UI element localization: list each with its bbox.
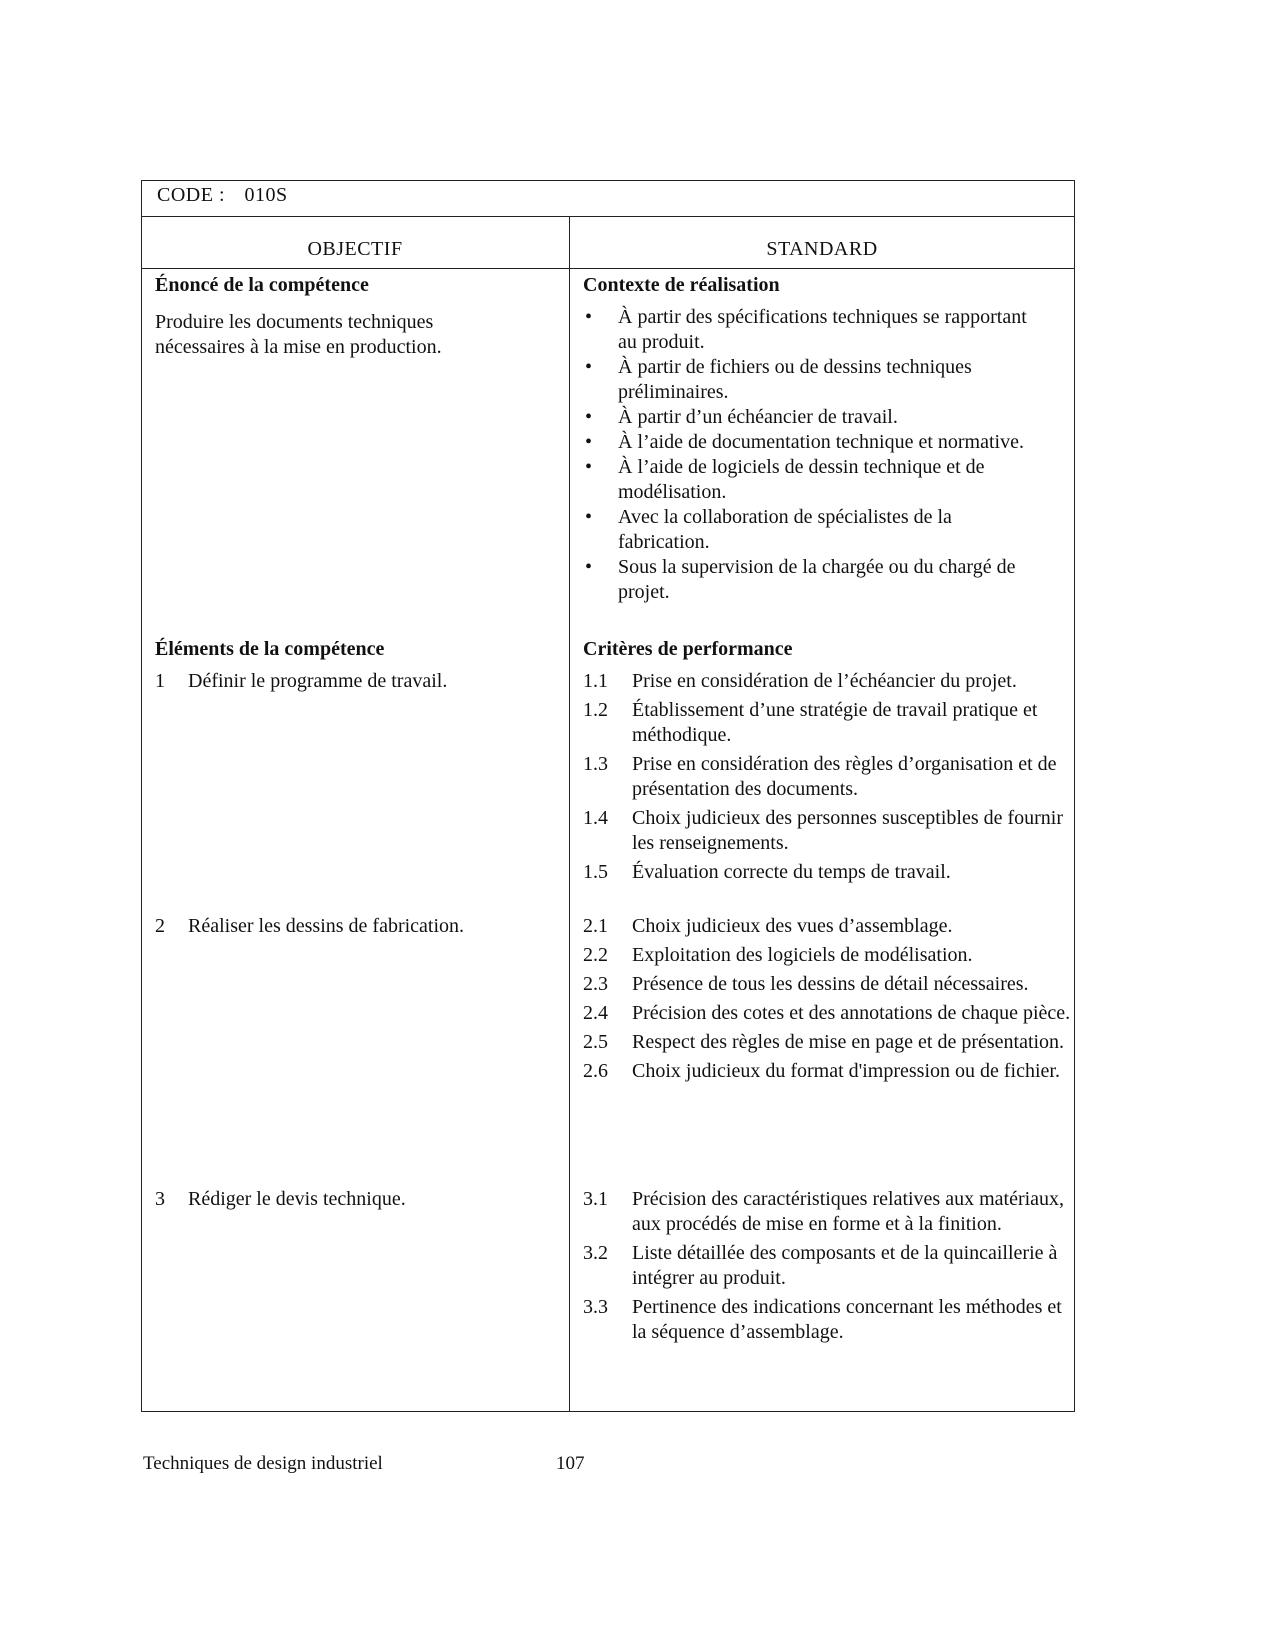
enonce-text xyxy=(155,310,442,360)
criterion-text: Prise en considération de l’échéancier du projet. xyxy=(632,670,1017,692)
column-divider xyxy=(569,216,570,1411)
contexte-item xyxy=(583,405,1038,430)
criterion-item xyxy=(583,698,1072,748)
contexte-item-text: Sous la supervision de la chargée ou du chargé de projet. xyxy=(618,556,1016,603)
contexte-item xyxy=(583,355,1038,405)
criteria-list xyxy=(583,1187,1072,1349)
criterion-number: 1.5 xyxy=(583,861,608,883)
contexte-item-text: À partir des spécifications techniques se rapportant au produit. xyxy=(618,306,1027,353)
element-number: 3 xyxy=(155,1188,165,1210)
criterion-number: 3.2 xyxy=(583,1242,608,1264)
criterion-number: 1.3 xyxy=(583,753,608,775)
contexte-heading: Contexte de réalisation xyxy=(583,274,780,296)
criterion-text: Pertinence des indications concernant les méthodes et la séquence d’assemblage. xyxy=(632,1296,1062,1343)
contexte-item xyxy=(583,430,1038,455)
criterion-text: Précision des caractéristiques relatives aux matériaux, aux procédés de mise en forme et à la finition. xyxy=(632,1188,1065,1235)
criterion-number: 2.5 xyxy=(583,1031,608,1053)
criteria-list xyxy=(583,669,1072,889)
bullet-icon: • xyxy=(585,431,593,453)
enonce-heading: Énoncé de la compétence xyxy=(155,274,369,296)
criterion-item xyxy=(583,1001,1072,1026)
page-number: 107 xyxy=(556,1453,585,1474)
footer-title: Techniques de design industriel xyxy=(143,1453,383,1474)
contexte-item xyxy=(583,505,1038,555)
contexte-item-text: À l’aide de documentation technique et normative. xyxy=(618,431,1024,453)
element-number: 1 xyxy=(155,670,165,692)
element-text: Réaliser les dessins de fabrication. xyxy=(188,915,465,937)
criterion-number: 2.4 xyxy=(583,1002,608,1024)
competency-element xyxy=(155,914,464,939)
criterion-number: 3.1 xyxy=(583,1188,608,1210)
criterion-item xyxy=(583,1030,1072,1055)
code-value: 010S xyxy=(244,184,288,206)
criterion-number: 2.6 xyxy=(583,1060,608,1082)
criterion-item xyxy=(583,752,1072,802)
bullet-icon: • xyxy=(585,306,593,328)
enonce-line: Produire les documents techniques xyxy=(155,311,434,333)
divider xyxy=(141,216,1075,217)
competency-element xyxy=(155,669,447,694)
divider xyxy=(141,268,1075,269)
element-text: Rédiger le devis technique. xyxy=(188,1188,406,1210)
criterion-text: Établissement d’une stratégie de travail pratique et méthodique. xyxy=(632,699,1038,746)
element-text: Définir le programme de travail. xyxy=(188,670,448,692)
criteria-list xyxy=(583,914,1072,1088)
criterion-number: 1.2 xyxy=(583,699,608,721)
criterion-text: Choix judicieux des vues d’assemblage. xyxy=(632,915,953,937)
elements-heading: Éléments de la compétence xyxy=(155,638,385,660)
bullet-icon: • xyxy=(585,556,593,578)
criterion-number: 2.3 xyxy=(583,973,608,995)
criterion-text: Liste détaillée des composants et de la quincaillerie à intégrer au produit. xyxy=(632,1242,1058,1289)
code-row xyxy=(157,183,288,208)
criterion-item xyxy=(583,669,1072,694)
criterion-item xyxy=(583,1295,1072,1345)
criterion-number: 2.1 xyxy=(583,915,608,937)
contexte-item-text: À l’aide de logiciels de dessin technique et de modélisation. xyxy=(618,456,985,503)
criterion-text: Prise en considération des règles d’organisation et de présentation des documents. xyxy=(632,753,1057,800)
bullet-icon: • xyxy=(585,456,593,478)
bullet-icon: • xyxy=(585,506,593,528)
criteres-heading: Critères de performance xyxy=(583,638,793,660)
contexte-item-text: À partir d’un échéancier de travail. xyxy=(618,406,898,428)
contexte-item xyxy=(583,455,1038,505)
criterion-number: 1.4 xyxy=(583,807,608,829)
criterion-item xyxy=(583,943,1072,968)
enonce-line: nécessaires à la mise en production. xyxy=(155,336,442,358)
header-standard: STANDARD xyxy=(766,238,878,260)
contexte-item-text: Avec la collaboration de spécialistes de la fabrication. xyxy=(618,506,952,553)
criterion-item xyxy=(583,860,1072,885)
criterion-text: Évaluation correcte du temps de travail. xyxy=(632,861,951,883)
contexte-item xyxy=(583,555,1038,605)
header-objectif: OBJECTIF xyxy=(307,238,403,260)
criterion-item xyxy=(583,1059,1072,1084)
competency-element xyxy=(155,1187,406,1212)
criterion-text: Présence de tous les dessins de détail nécessaires. xyxy=(632,973,1029,995)
element-number: 2 xyxy=(155,915,165,937)
criterion-text: Choix judicieux des personnes susceptibles de fournir les renseignements. xyxy=(632,807,1064,854)
criterion-item xyxy=(583,1241,1072,1291)
criterion-text: Choix judicieux du format d'impression ou de fichier. xyxy=(632,1060,1060,1082)
contexte-item-text: À partir de fichiers ou de dessins techniques préliminaires. xyxy=(618,356,972,403)
criterion-item xyxy=(583,914,1072,939)
criterion-number: 3.3 xyxy=(583,1296,608,1318)
code-label: CODE : xyxy=(157,184,225,206)
criterion-text: Exploitation des logiciels de modélisation. xyxy=(632,944,973,966)
contexte-list xyxy=(583,305,1038,605)
criterion-text: Précision des cotes et des annotations de chaque pièce. xyxy=(632,1002,1071,1024)
criterion-number: 1.1 xyxy=(583,670,608,692)
contexte-item xyxy=(583,305,1038,355)
criterion-item xyxy=(583,1187,1072,1237)
criterion-item xyxy=(583,972,1072,997)
bullet-icon: • xyxy=(585,406,593,428)
bullet-icon: • xyxy=(585,356,593,378)
criterion-item xyxy=(583,806,1072,856)
criterion-number: 2.2 xyxy=(583,944,608,966)
criterion-text: Respect des règles de mise en page et de présentation. xyxy=(632,1031,1065,1053)
